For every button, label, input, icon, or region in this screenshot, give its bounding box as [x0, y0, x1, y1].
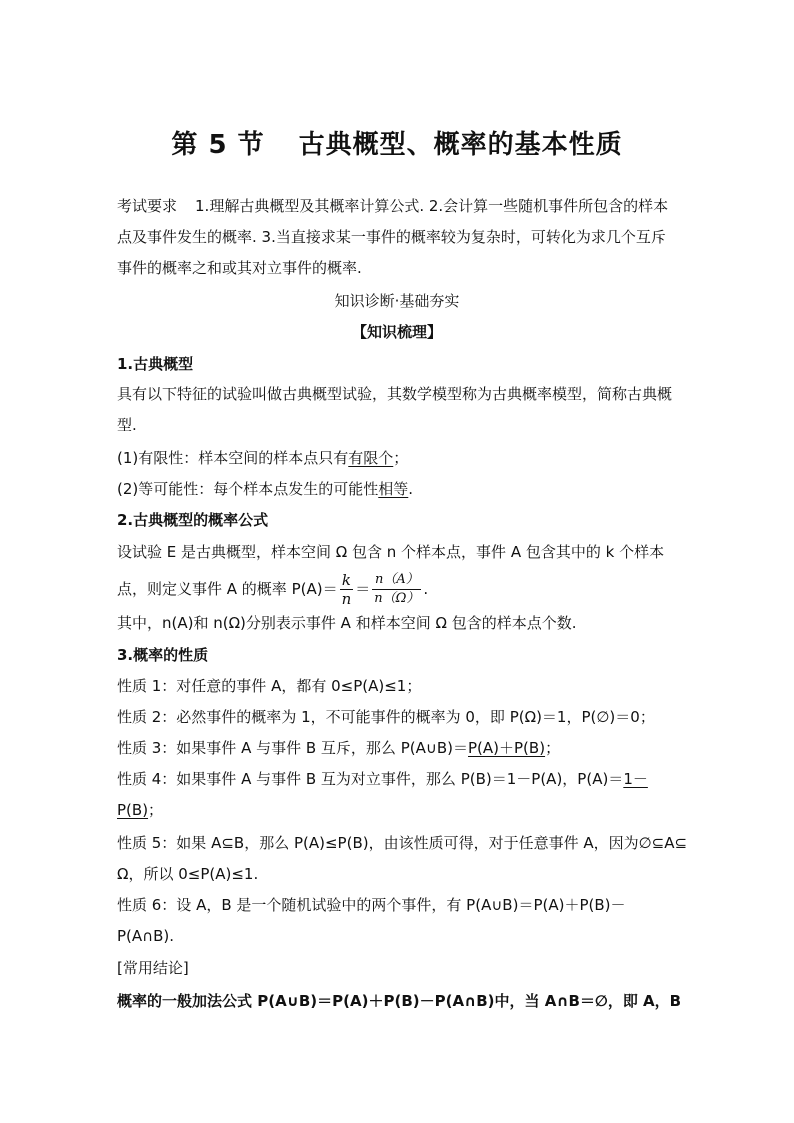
property-3-punct: ； — [545, 739, 561, 757]
property-3 — [117, 738, 560, 758]
s1-item2-punct: . — [408, 480, 414, 498]
s1-item-equal — [117, 479, 413, 499]
s2-heading: 2.古典概型的概率公式 — [117, 511, 269, 529]
part-heading: 知识诊断·基础夯实 — [334, 292, 460, 310]
property-4-line1 — [117, 769, 648, 789]
section-topic: 古典概型、概率的基本性质 — [298, 130, 623, 160]
common-conclusions-label: [常用结论] — [117, 959, 189, 977]
fraction-nA-over-nOmega — [372, 571, 421, 608]
requirements-text: 1.理解古典概型及其概率计算公式. 2.会计算一些随机事件所包含的样本点及事件发生的概率. 3.当直接求某一事件的概率较为复杂时，可转化为求几个互斥事件的概率之和或其对立事件的概率. — [117, 197, 669, 277]
s1-item2-text: (2)等可能性：每个样本点发生的可能性 — [117, 480, 379, 498]
s1-item1-answer: 有限个 — [348, 449, 394, 467]
property-6-line2: P(A∩B). — [117, 927, 175, 945]
conclusion-text: 概率的一般加法公式 P(A∪B)＝P(A)＋P(B)－P(A∩B)中，当 A∩B＝∅，即 A，B — [117, 992, 682, 1010]
s2-formula-text: 点，则定义事件 A 的概率 P(A)＝ — [117, 580, 338, 598]
property-4-punct: ； — [148, 801, 164, 819]
s2-formula-line — [117, 567, 428, 611]
property-4-answer-part1: 1－ — [623, 770, 648, 788]
s1-item2-answer: 相等 — [378, 480, 409, 498]
equals-sign: ＝ — [355, 580, 371, 598]
property-4-line2 — [117, 800, 163, 820]
page-title — [0, 124, 794, 161]
formula-period: . — [423, 580, 429, 598]
property-5-line2: Ω，所以 0≤P(A)≤1. — [117, 865, 259, 883]
exam-requirements — [117, 191, 679, 284]
fraction-k-denominator: n — [341, 590, 352, 608]
property-1: 性质 1：对任意的事件 A，都有 0≤P(A)≤1； — [117, 677, 422, 695]
s2-line3: 其中，n(A)和 n(Ω)分别表示事件 A 和样本空间 Ω 包含的样本点个数. — [117, 614, 577, 632]
fraction-k-over-n — [340, 571, 354, 608]
property-6-line1: 性质 6：设 A，B 是一个随机试验中的两个事件，有 P(A∪B)＝P(A)＋P(B)－ — [117, 896, 626, 914]
s1-item1-text: (1)有限性：样本空间的样本点只有 — [117, 449, 349, 467]
property-4-answer-part2: P(B) — [117, 801, 149, 819]
property-3-answer: P(A)＋P(B) — [468, 739, 546, 757]
fraction-nA-numerator: n（A） — [372, 571, 421, 590]
s3-heading: 3.概率的性质 — [117, 646, 209, 664]
s1-intro: 具有以下特征的试验叫做古典概型试验，其数学模型称为古典概率模型，简称古典概型. — [117, 385, 673, 434]
knowledge-heading: 【知识梳理】 — [351, 323, 442, 341]
s1-heading: 1.古典概型 — [117, 355, 194, 373]
property-4-text: 性质 4：如果事件 A 与事件 B 互为对立事件，那么 P(B)＝1－P(A)，P(A)＝ — [117, 770, 624, 788]
fraction-k-numerator: k — [340, 571, 354, 590]
requirements-label: 考试要求 — [117, 197, 178, 215]
section-number: 第 5 节 — [171, 130, 265, 160]
s1-item-finite — [117, 448, 408, 468]
fraction-nOmega-denominator: n（Ω） — [374, 591, 420, 606]
property-3-text: 性质 3：如果事件 A 与事件 B 互斥，那么 P(A∪B)＝ — [117, 739, 468, 757]
property-2: 性质 2：必然事件的概率为 1，不可能事件的概率为 0，即 P(Ω)＝1，P(∅)＝0； — [117, 708, 655, 726]
s2-line1: 设试验 E 是古典概型，样本空间 Ω 包含 n 个样本点，事件 A 包含其中的 k 个样本 — [117, 543, 665, 561]
s1-item1-punct: ； — [393, 449, 409, 467]
property-5-line1: 性质 5：如果 A⊆B，那么 P(A)≤P(B)，由该性质可得，对于任意事件 A，因为∅⊆A⊆ — [117, 834, 688, 852]
